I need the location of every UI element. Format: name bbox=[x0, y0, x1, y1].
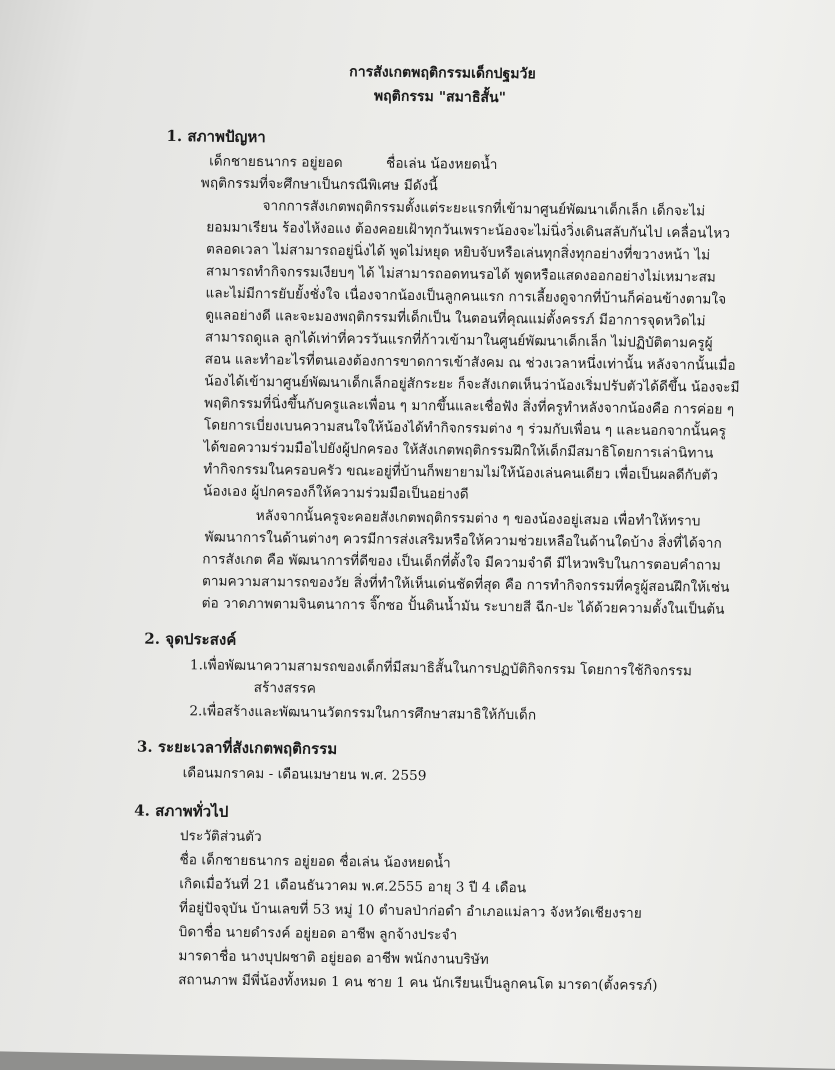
section4-heading: 4. สภาพทั่วไป bbox=[134, 801, 229, 821]
observation-period: เดือนมกราคม - เดือนเมษายน พ.ศ. 2559 bbox=[182, 765, 427, 785]
para1-line: และไม่มีการยับยั้งชั่งใจ เนื่องจากน้องเป็นลูกคนแรก การเลี้ยงดูจากที่บ้านก็ค่อนข้างตามใจ bbox=[205, 285, 727, 308]
para2-line: พัฒนาการในด้านต่างๆ ควรมีการส่งเสริมหรือให้ความช่วยเหลือในด้านใดบ้าง สิ่งที่ได้จาก bbox=[204, 529, 722, 552]
profile-birth: เกิดเมื่อวันที่ 21 เดือนธันวาคม พ.ศ.2555 อายุ 3 ปี 4 เดือน bbox=[179, 876, 527, 897]
para1-line: สามารถดูแล ลูกได้เท่าที่ควรวันแรกที่ก้าวเข้ามาในศูนย์พัฒนาเด็กเล็ก ไม่ปฏิบัติตามครูผู้ bbox=[204, 329, 713, 352]
profile-address: ที่อยู่ปัจจุบัน บ้านเลขที่ 53 หมู่ 10 ตำบลป่าก่อดำ อำเภอแม่ลาว จังหวัดเชียงราย bbox=[178, 900, 642, 922]
para1-line: จากการสังเกตพฤติกรรมตั้งแต่ระยะแรกที่เข้ามาศูนย์พัฒนาเด็กเล็ก เด็กจะไม่ bbox=[262, 198, 706, 220]
child-nickname: ชื่อเล่น น้องหยดน้ำ bbox=[386, 155, 498, 173]
para1-line: ดูแลอย่างดี และจะมองพฤติกรรมที่เด็กเป็น ในตอนที่คุณแม่ตั้งครรภ์ มีอาการจุดหวิดไม่ bbox=[205, 307, 706, 330]
document-title: การสังเกตพฤติกรรมเด็กปฐมวัย bbox=[349, 64, 536, 83]
child-name: เด็กชายธนากร อยู่ยอด bbox=[209, 153, 343, 172]
objective-2: 2.เพื่อสร้างและพัฒนานวัตกรรมในการศึกษาสมาธิให้กับเด็ก bbox=[189, 703, 537, 724]
objective-1: 1.เพื่อพัฒนาความสามรถของเด็กที่มีสมาธิสั้นในการปฏบัติกิจกรรม โดยการใช้กิจกรรม bbox=[189, 657, 693, 680]
profile-label: ประวัติส่วนตัว bbox=[179, 828, 262, 846]
para2-line: หลังจากนั้นครูจะคอยสังเกตพฤติกรรมต่าง ๆ ของน้องอยู่เสมอ เพื่อทำให้ทราบ bbox=[255, 507, 701, 530]
para1-line: ได้ขอความร่วมมือไปยังผู้ปกครอง ให้สังเกตพฤติกรรมฝึกให้เด็กมีสมาธิโดยการเล่านิทาน bbox=[203, 439, 714, 462]
para2-line: การสังเกต คือ พัฒนาการที่ดีของ เป็นเด็กที่ตั้งใจ มีความจำดี มีไหวพริบในการตอบคำถาม bbox=[202, 551, 721, 574]
para1-line: สอน และทำอะไรที่ตนเองต้องการขาดการเข้าสังคม ณ ช่วงเวลาหนึ่งเท่านั้น หลังจากนั้นเมื่อ bbox=[204, 351, 736, 374]
profile-mother: มารดาชื่อ นางบุปผชาติ อยู่ยอด อาชีพ พนักงานบริษัท bbox=[178, 948, 489, 968]
para1-line: ยอมมาเรียน ร้องไห้งอแง ต้องคอยเฝ้าทุกวันเพราะน้องจะไม่นิ่งวิ่งเดินสลับกันไป เคลื่อนไหว bbox=[206, 219, 731, 242]
para1-line: พฤติกรรมที่นิ่งขึ้นกับครูและเพื่อน ๆ มากขึ้นและเชื่อฟัง สิ่งที่ครูทำหลังจากน้องคือ การค่อย ๆ bbox=[204, 395, 735, 418]
section1-intro: พฤติกรรมที่จะศึกษาเป็นกรณีพิเศษ มีดังนี้ bbox=[200, 175, 438, 195]
profile-father: บิดาชื่อ นายดำรงค์ อยู่ยอด อาชีพ ลูกจ้างประจำ bbox=[178, 924, 458, 944]
objective-1-cont: สร้างสรรค bbox=[253, 679, 317, 697]
para2-line: ตามความสามารถของวัย สิ่งที่ทำให้เห็นเด่นชัดที่สุด คือ การทำกิจกรรมที่ครูผู้สอนฝึกให้เช่น bbox=[201, 573, 730, 596]
section3-heading: 3. ระยะเวลาที่สังเกตพฤติกรรม bbox=[136, 737, 338, 759]
profile-status: สถานภาพ มีพี่น้องทั้งหมด 1 คน ชาย 1 คน นักเรียนเป็นลูกคนโต มารดา(ตั้งครรภ์) bbox=[178, 972, 658, 994]
para2-line: ต่อ วาดภาพตามจินตนาการ จิ๊กซอ ปั้นดินน้ำมัน ระบายสี ฉีก-ปะ ได้ด้วยความตั้งในเป็นต้น bbox=[201, 595, 725, 618]
para1-line: ทำกิจกรรมในครอบครัว ขณะอยู่ที่บ้านก็พยายามไม่ให้น้องเล่นคนเดียว เพื่อเป็นผลดีกับตัว bbox=[203, 461, 719, 484]
profile-name: ชื่อ เด็กชายธนากร อยู่ยอด ชื่อเล่น น้องหยดน้ำ bbox=[179, 852, 451, 872]
document-subtitle: พฤติกรรม "สมาธิสั้น" bbox=[373, 88, 507, 107]
para1-line: ตลอดเวลา ไม่สามารถอยู่นิ่งได้ พูดไม่หยุด หยิบจับหรือเล่นทุกสิ่งทุกอย่างที่ขวางหน้า ไม่ bbox=[205, 241, 711, 264]
para1-line: โดยการเบี่ยงเบนความสนใจให้น้องได้ทำกิจกรรมต่าง ๆ ร่วมกับเพื่อน ๆ และนอกจากนั้นครู bbox=[203, 417, 727, 440]
para1-line: น้องได้เข้ามาศูนย์พัฒนาเด็กเล็กอยู่สักระยะ ก็จะสังเกตเห็นว่าน้องเริ่มปรับตัวได้ดีขึ้น น้องจะมี bbox=[204, 373, 740, 396]
section1-heading: 1. สภาพปัญหา bbox=[166, 126, 266, 147]
para1-line: สามารถทำกิจกรรมเงียบๆ ได้ ไม่สามารถอดทนรอได้ พูดหรือแสดงออกอย่างไม่เหมาะสม bbox=[205, 263, 716, 286]
section2-heading: 2. จุดประสงค์ bbox=[144, 629, 237, 649]
para1-line: น้องเอง ผู้ปกครองก็ให้ความร่วมมือเป็นอย่างดี bbox=[202, 483, 469, 503]
